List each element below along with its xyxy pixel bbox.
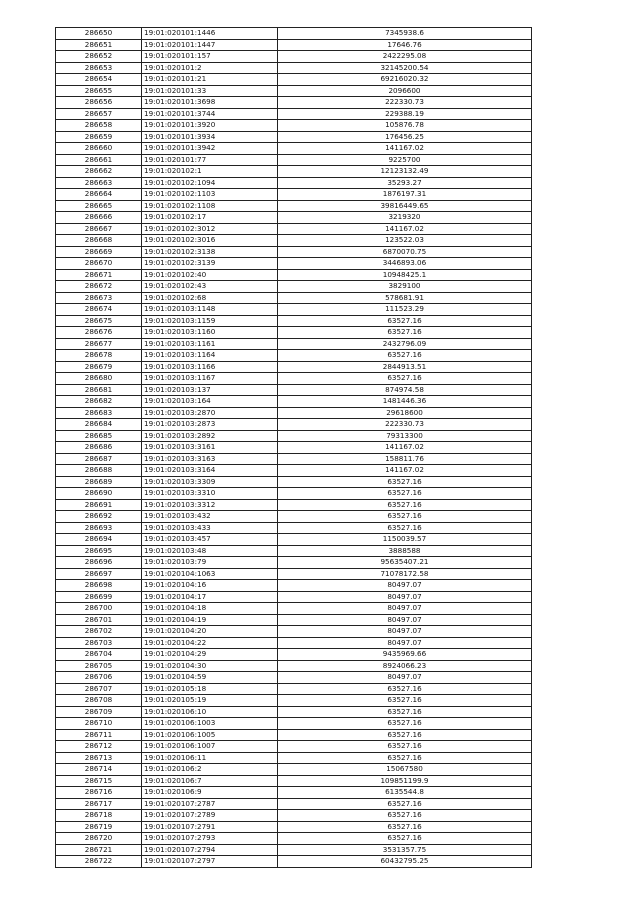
value-cell: 2844913.51 <box>278 361 532 373</box>
row-number-cell: 286721 <box>56 844 142 856</box>
row-number-cell: 286707 <box>56 683 142 695</box>
row-number-cell: 286720 <box>56 833 142 845</box>
table-row <box>56 246 532 258</box>
value-cell: 80497.07 <box>278 672 532 684</box>
value-cell: 80497.07 <box>278 591 532 603</box>
cadastral-number-cell: 19:01:020105:18 <box>142 683 278 695</box>
cadastral-number-cell: 19:01:020102:68 <box>142 292 278 304</box>
table-row <box>56 706 532 718</box>
cadastral-number-cell: 19:01:020103:457 <box>142 534 278 546</box>
table-row <box>56 844 532 856</box>
value-cell: 578681.91 <box>278 292 532 304</box>
cadastral-number-cell: 19:01:020104:18 <box>142 603 278 615</box>
row-number-cell: 286689 <box>56 476 142 488</box>
table-row <box>56 396 532 408</box>
table-row <box>56 327 532 339</box>
value-cell: 63527.16 <box>278 315 532 327</box>
row-number-cell: 286683 <box>56 407 142 419</box>
row-number-cell: 286655 <box>56 85 142 97</box>
table-row <box>56 269 532 281</box>
row-number-cell: 286676 <box>56 327 142 339</box>
value-cell: 8924066.23 <box>278 660 532 672</box>
row-number-cell: 286714 <box>56 764 142 776</box>
row-number-cell: 286719 <box>56 821 142 833</box>
table-row <box>56 361 532 373</box>
table-row <box>56 856 532 868</box>
value-cell: 158811.76 <box>278 453 532 465</box>
table-row <box>56 534 532 546</box>
value-cell: 15067580 <box>278 764 532 776</box>
table-row <box>56 384 532 396</box>
table-row <box>56 729 532 741</box>
value-cell: 35293.27 <box>278 177 532 189</box>
row-number-cell: 286699 <box>56 591 142 603</box>
cadastral-number-cell: 19:01:020102:1094 <box>142 177 278 189</box>
table-row <box>56 545 532 557</box>
cadastral-number-cell: 19:01:020101:21 <box>142 74 278 86</box>
row-number-cell: 286663 <box>56 177 142 189</box>
table-row <box>56 315 532 327</box>
table-row <box>56 212 532 224</box>
cadastral-number-cell: 19:01:020103:1166 <box>142 361 278 373</box>
table-row <box>56 200 532 212</box>
table-row <box>56 522 532 534</box>
value-cell: 63527.16 <box>278 327 532 339</box>
table-row <box>56 672 532 684</box>
cadastral-number-cell: 19:01:020101:3942 <box>142 143 278 155</box>
value-cell: 222330.73 <box>278 97 532 109</box>
row-number-cell: 286659 <box>56 131 142 143</box>
table-row <box>56 752 532 764</box>
cadastral-number-cell: 19:01:020103:432 <box>142 511 278 523</box>
cadastral-value-table <box>55 27 532 868</box>
value-cell: 176456.25 <box>278 131 532 143</box>
cadastral-number-cell: 19:01:020101:2 <box>142 62 278 74</box>
value-cell: 80497.07 <box>278 637 532 649</box>
cadastral-number-cell: 19:01:020103:1159 <box>142 315 278 327</box>
table-row <box>56 120 532 132</box>
cadastral-number-cell: 19:01:020103:433 <box>142 522 278 534</box>
cadastral-number-cell: 19:01:020101:3698 <box>142 97 278 109</box>
row-number-cell: 286686 <box>56 442 142 454</box>
table-row <box>56 131 532 143</box>
value-cell: 80497.07 <box>278 626 532 638</box>
value-cell: 2096600 <box>278 85 532 97</box>
cadastral-number-cell: 19:01:020103:1164 <box>142 350 278 362</box>
row-number-cell: 286700 <box>56 603 142 615</box>
value-cell: 63527.16 <box>278 821 532 833</box>
row-number-cell: 286665 <box>56 200 142 212</box>
value-cell: 12123132.49 <box>278 166 532 178</box>
cadastral-number-cell: 19:01:020106:2 <box>142 764 278 776</box>
cadastral-number-cell: 19:01:020106:1003 <box>142 718 278 730</box>
cadastral-number-cell: 19:01:020107:2791 <box>142 821 278 833</box>
cadastral-number-cell: 19:01:020103:1161 <box>142 338 278 350</box>
row-number-cell: 286697 <box>56 568 142 580</box>
table-row <box>56 603 532 615</box>
table-row <box>56 154 532 166</box>
cadastral-number-cell: 19:01:020102:3139 <box>142 258 278 270</box>
table-row <box>56 833 532 845</box>
row-number-cell: 286695 <box>56 545 142 557</box>
row-number-cell: 286658 <box>56 120 142 132</box>
row-number-cell: 286677 <box>56 338 142 350</box>
row-number-cell: 286673 <box>56 292 142 304</box>
cadastral-number-cell: 19:01:020103:3309 <box>142 476 278 488</box>
table-row <box>56 649 532 661</box>
value-cell: 1876197.31 <box>278 189 532 201</box>
table-row <box>56 591 532 603</box>
row-number-cell: 286715 <box>56 775 142 787</box>
cadastral-number-cell: 19:01:020103:2870 <box>142 407 278 419</box>
cadastral-number-cell: 19:01:020106:1005 <box>142 729 278 741</box>
table-row <box>56 476 532 488</box>
table-row <box>56 281 532 293</box>
table-row <box>56 338 532 350</box>
row-number-cell: 286690 <box>56 488 142 500</box>
cadastral-number-cell: 19:01:020103:1148 <box>142 304 278 316</box>
table-row <box>56 695 532 707</box>
cadastral-number-cell: 19:01:020103:3163 <box>142 453 278 465</box>
table-row <box>56 557 532 569</box>
row-number-cell: 286671 <box>56 269 142 281</box>
cadastral-number-cell: 19:01:020107:2794 <box>142 844 278 856</box>
table-row <box>56 718 532 730</box>
row-number-cell: 286718 <box>56 810 142 822</box>
table-row <box>56 373 532 385</box>
value-cell: 29618600 <box>278 407 532 419</box>
value-cell: 222330.73 <box>278 419 532 431</box>
table-row <box>56 488 532 500</box>
cadastral-number-cell: 19:01:020103:1160 <box>142 327 278 339</box>
table-row <box>56 465 532 477</box>
value-cell: 6135544.8 <box>278 787 532 799</box>
cadastral-number-cell: 19:01:020105:19 <box>142 695 278 707</box>
value-cell: 141167.02 <box>278 223 532 235</box>
value-cell: 71078172.58 <box>278 568 532 580</box>
value-cell: 79313300 <box>278 430 532 442</box>
table-row <box>56 97 532 109</box>
row-number-cell: 286664 <box>56 189 142 201</box>
value-cell: 1150039.57 <box>278 534 532 546</box>
cadastral-number-cell: 19:01:020101:77 <box>142 154 278 166</box>
table-row <box>56 810 532 822</box>
cadastral-number-cell: 19:01:020106:10 <box>142 706 278 718</box>
table-row <box>56 292 532 304</box>
row-number-cell: 286660 <box>56 143 142 155</box>
value-cell: 39816449.65 <box>278 200 532 212</box>
cadastral-number-cell: 19:01:020107:2797 <box>142 856 278 868</box>
table-row <box>56 177 532 189</box>
table-row <box>56 430 532 442</box>
cadastral-number-cell: 19:01:020104:22 <box>142 637 278 649</box>
row-number-cell: 286653 <box>56 62 142 74</box>
value-cell: 63527.16 <box>278 706 532 718</box>
table-row <box>56 350 532 362</box>
row-number-cell: 286702 <box>56 626 142 638</box>
row-number-cell: 286706 <box>56 672 142 684</box>
cadastral-number-cell: 19:01:020103:2873 <box>142 419 278 431</box>
value-cell: 63527.16 <box>278 833 532 845</box>
value-cell: 9225700 <box>278 154 532 166</box>
table-row <box>56 821 532 833</box>
row-number-cell: 286696 <box>56 557 142 569</box>
value-cell: 6870070.75 <box>278 246 532 258</box>
value-cell: 3829100 <box>278 281 532 293</box>
value-cell: 9435969.66 <box>278 649 532 661</box>
value-cell: 80497.07 <box>278 614 532 626</box>
row-number-cell: 286685 <box>56 430 142 442</box>
row-number-cell: 286705 <box>56 660 142 672</box>
row-number-cell: 286693 <box>56 522 142 534</box>
value-cell: 1481446.36 <box>278 396 532 408</box>
row-number-cell: 286711 <box>56 729 142 741</box>
table-row <box>56 637 532 649</box>
table-row <box>56 85 532 97</box>
table-row <box>56 787 532 799</box>
cadastral-number-cell: 19:01:020104:17 <box>142 591 278 603</box>
value-cell: 3446893.06 <box>278 258 532 270</box>
row-number-cell: 286704 <box>56 649 142 661</box>
value-cell: 105876.78 <box>278 120 532 132</box>
row-number-cell: 286681 <box>56 384 142 396</box>
cadastral-number-cell: 19:01:020104:1063 <box>142 568 278 580</box>
row-number-cell: 286708 <box>56 695 142 707</box>
value-cell: 63527.16 <box>278 695 532 707</box>
row-number-cell: 286656 <box>56 97 142 109</box>
cadastral-number-cell: 19:01:020103:137 <box>142 384 278 396</box>
value-cell: 80497.07 <box>278 580 532 592</box>
cadastral-number-cell: 19:01:020104:59 <box>142 672 278 684</box>
value-cell: 229388.19 <box>278 108 532 120</box>
table-row <box>56 453 532 465</box>
table-row <box>56 74 532 86</box>
row-number-cell: 286691 <box>56 499 142 511</box>
table-row <box>56 764 532 776</box>
row-number-cell: 286717 <box>56 798 142 810</box>
row-number-cell: 286679 <box>56 361 142 373</box>
value-cell: 95635407.21 <box>278 557 532 569</box>
row-number-cell: 286694 <box>56 534 142 546</box>
table-row <box>56 223 532 235</box>
table-row <box>56 683 532 695</box>
value-cell: 63527.16 <box>278 476 532 488</box>
cadastral-number-cell: 19:01:020106:1007 <box>142 741 278 753</box>
row-number-cell: 286662 <box>56 166 142 178</box>
table-row <box>56 580 532 592</box>
value-cell: 109851199.9 <box>278 775 532 787</box>
value-cell: 141167.02 <box>278 442 532 454</box>
row-number-cell: 286712 <box>56 741 142 753</box>
cadastral-number-cell: 19:01:020103:1167 <box>142 373 278 385</box>
row-number-cell: 286710 <box>56 718 142 730</box>
row-number-cell: 286668 <box>56 235 142 247</box>
value-cell: 63527.16 <box>278 373 532 385</box>
cadastral-number-cell: 19:01:020102:1103 <box>142 189 278 201</box>
table-row <box>56 511 532 523</box>
table-row <box>56 39 532 51</box>
row-number-cell: 286678 <box>56 350 142 362</box>
cadastral-number-cell: 19:01:020107:2789 <box>142 810 278 822</box>
row-number-cell: 286713 <box>56 752 142 764</box>
row-number-cell: 286654 <box>56 74 142 86</box>
value-cell: 63527.16 <box>278 511 532 523</box>
row-number-cell: 286716 <box>56 787 142 799</box>
cadastral-number-cell: 19:01:020103:3161 <box>142 442 278 454</box>
table-row <box>56 568 532 580</box>
table-row <box>56 741 532 753</box>
cadastral-number-cell: 19:01:020101:3744 <box>142 108 278 120</box>
value-cell: 63527.16 <box>278 741 532 753</box>
value-cell: 63527.16 <box>278 488 532 500</box>
value-cell: 141167.02 <box>278 143 532 155</box>
row-number-cell: 286666 <box>56 212 142 224</box>
row-number-cell: 286651 <box>56 39 142 51</box>
value-cell: 63527.16 <box>278 718 532 730</box>
row-number-cell: 286650 <box>56 28 142 40</box>
cadastral-number-cell: 19:01:020106:11 <box>142 752 278 764</box>
table-row <box>56 419 532 431</box>
table-row <box>56 614 532 626</box>
cadastral-number-cell: 19:01:020102:1108 <box>142 200 278 212</box>
value-cell: 3219320 <box>278 212 532 224</box>
table-row <box>56 28 532 40</box>
cadastral-number-cell: 19:01:020104:29 <box>142 649 278 661</box>
cadastral-number-cell: 19:01:020104:16 <box>142 580 278 592</box>
row-number-cell: 286669 <box>56 246 142 258</box>
table-row <box>56 62 532 74</box>
cadastral-number-cell: 19:01:020102:3012 <box>142 223 278 235</box>
value-cell: 63527.16 <box>278 499 532 511</box>
row-number-cell: 286692 <box>56 511 142 523</box>
value-cell: 141167.02 <box>278 465 532 477</box>
row-number-cell: 286670 <box>56 258 142 270</box>
table-row <box>56 660 532 672</box>
cadastral-number-cell: 19:01:020103:3164 <box>142 465 278 477</box>
value-cell: 2422295.08 <box>278 51 532 63</box>
cadastral-number-cell: 19:01:020103:164 <box>142 396 278 408</box>
row-number-cell: 286703 <box>56 637 142 649</box>
row-number-cell: 286701 <box>56 614 142 626</box>
row-number-cell: 286652 <box>56 51 142 63</box>
cadastral-number-cell: 19:01:020101:1446 <box>142 28 278 40</box>
cadastral-number-cell: 19:01:020102:40 <box>142 269 278 281</box>
cadastral-number-cell: 19:01:020102:17 <box>142 212 278 224</box>
table-body <box>56 28 532 868</box>
row-number-cell: 286667 <box>56 223 142 235</box>
table-row <box>56 143 532 155</box>
row-number-cell: 286688 <box>56 465 142 477</box>
row-number-cell: 286709 <box>56 706 142 718</box>
table-row <box>56 442 532 454</box>
cadastral-number-cell: 19:01:020102:3016 <box>142 235 278 247</box>
value-cell: 32145200.54 <box>278 62 532 74</box>
value-cell: 80497.07 <box>278 603 532 615</box>
cadastral-number-cell: 19:01:020101:33 <box>142 85 278 97</box>
value-cell: 874974.58 <box>278 384 532 396</box>
value-cell: 7345938.6 <box>278 28 532 40</box>
value-cell: 63527.16 <box>278 350 532 362</box>
cadastral-number-cell: 19:01:020101:3920 <box>142 120 278 132</box>
table-row <box>56 775 532 787</box>
row-number-cell: 286674 <box>56 304 142 316</box>
value-cell: 3888588 <box>278 545 532 557</box>
table-row <box>56 626 532 638</box>
cadastral-number-cell: 19:01:020104:19 <box>142 614 278 626</box>
value-cell: 111523.29 <box>278 304 532 316</box>
table-row <box>56 798 532 810</box>
table-row <box>56 304 532 316</box>
value-cell: 2432796.09 <box>278 338 532 350</box>
cadastral-number-cell: 19:01:020103:3312 <box>142 499 278 511</box>
table-row <box>56 258 532 270</box>
cadastral-number-cell: 19:01:020106:7 <box>142 775 278 787</box>
cadastral-number-cell: 19:01:020101:3934 <box>142 131 278 143</box>
cadastral-number-cell: 19:01:020102:43 <box>142 281 278 293</box>
value-cell: 3531357.75 <box>278 844 532 856</box>
table-row <box>56 235 532 247</box>
value-cell: 63527.16 <box>278 752 532 764</box>
cadastral-number-cell: 19:01:020102:3138 <box>142 246 278 258</box>
table-row <box>56 499 532 511</box>
row-number-cell: 286684 <box>56 419 142 431</box>
value-cell: 63527.16 <box>278 729 532 741</box>
cadastral-number-cell: 19:01:020107:2787 <box>142 798 278 810</box>
value-cell: 69216020.32 <box>278 74 532 86</box>
table-row <box>56 407 532 419</box>
row-number-cell: 286672 <box>56 281 142 293</box>
table-row <box>56 166 532 178</box>
row-number-cell: 286661 <box>56 154 142 166</box>
cadastral-number-cell: 19:01:020103:2892 <box>142 430 278 442</box>
value-cell: 60432795.25 <box>278 856 532 868</box>
value-cell: 63527.16 <box>278 522 532 534</box>
table-row <box>56 189 532 201</box>
row-number-cell: 286680 <box>56 373 142 385</box>
value-cell: 10948425.1 <box>278 269 532 281</box>
cadastral-number-cell: 19:01:020103:48 <box>142 545 278 557</box>
value-cell: 123522.03 <box>278 235 532 247</box>
row-number-cell: 286682 <box>56 396 142 408</box>
cadastral-number-cell: 19:01:020102:1 <box>142 166 278 178</box>
value-cell: 63527.16 <box>278 683 532 695</box>
cadastral-number-cell: 19:01:020101:157 <box>142 51 278 63</box>
table-row <box>56 51 532 63</box>
cadastral-number-cell: 19:01:020101:1447 <box>142 39 278 51</box>
cadastral-number-cell: 19:01:020106:9 <box>142 787 278 799</box>
cadastral-number-cell: 19:01:020104:30 <box>142 660 278 672</box>
row-number-cell: 286687 <box>56 453 142 465</box>
value-cell: 63527.16 <box>278 810 532 822</box>
cadastral-number-cell: 19:01:020104:20 <box>142 626 278 638</box>
row-number-cell: 286675 <box>56 315 142 327</box>
row-number-cell: 286657 <box>56 108 142 120</box>
row-number-cell: 286722 <box>56 856 142 868</box>
cadastral-number-cell: 19:01:020107:2793 <box>142 833 278 845</box>
value-cell: 63527.16 <box>278 798 532 810</box>
row-number-cell: 286698 <box>56 580 142 592</box>
cadastral-number-cell: 19:01:020103:79 <box>142 557 278 569</box>
value-cell: 17646.76 <box>278 39 532 51</box>
cadastral-number-cell: 19:01:020103:3310 <box>142 488 278 500</box>
table-row <box>56 108 532 120</box>
